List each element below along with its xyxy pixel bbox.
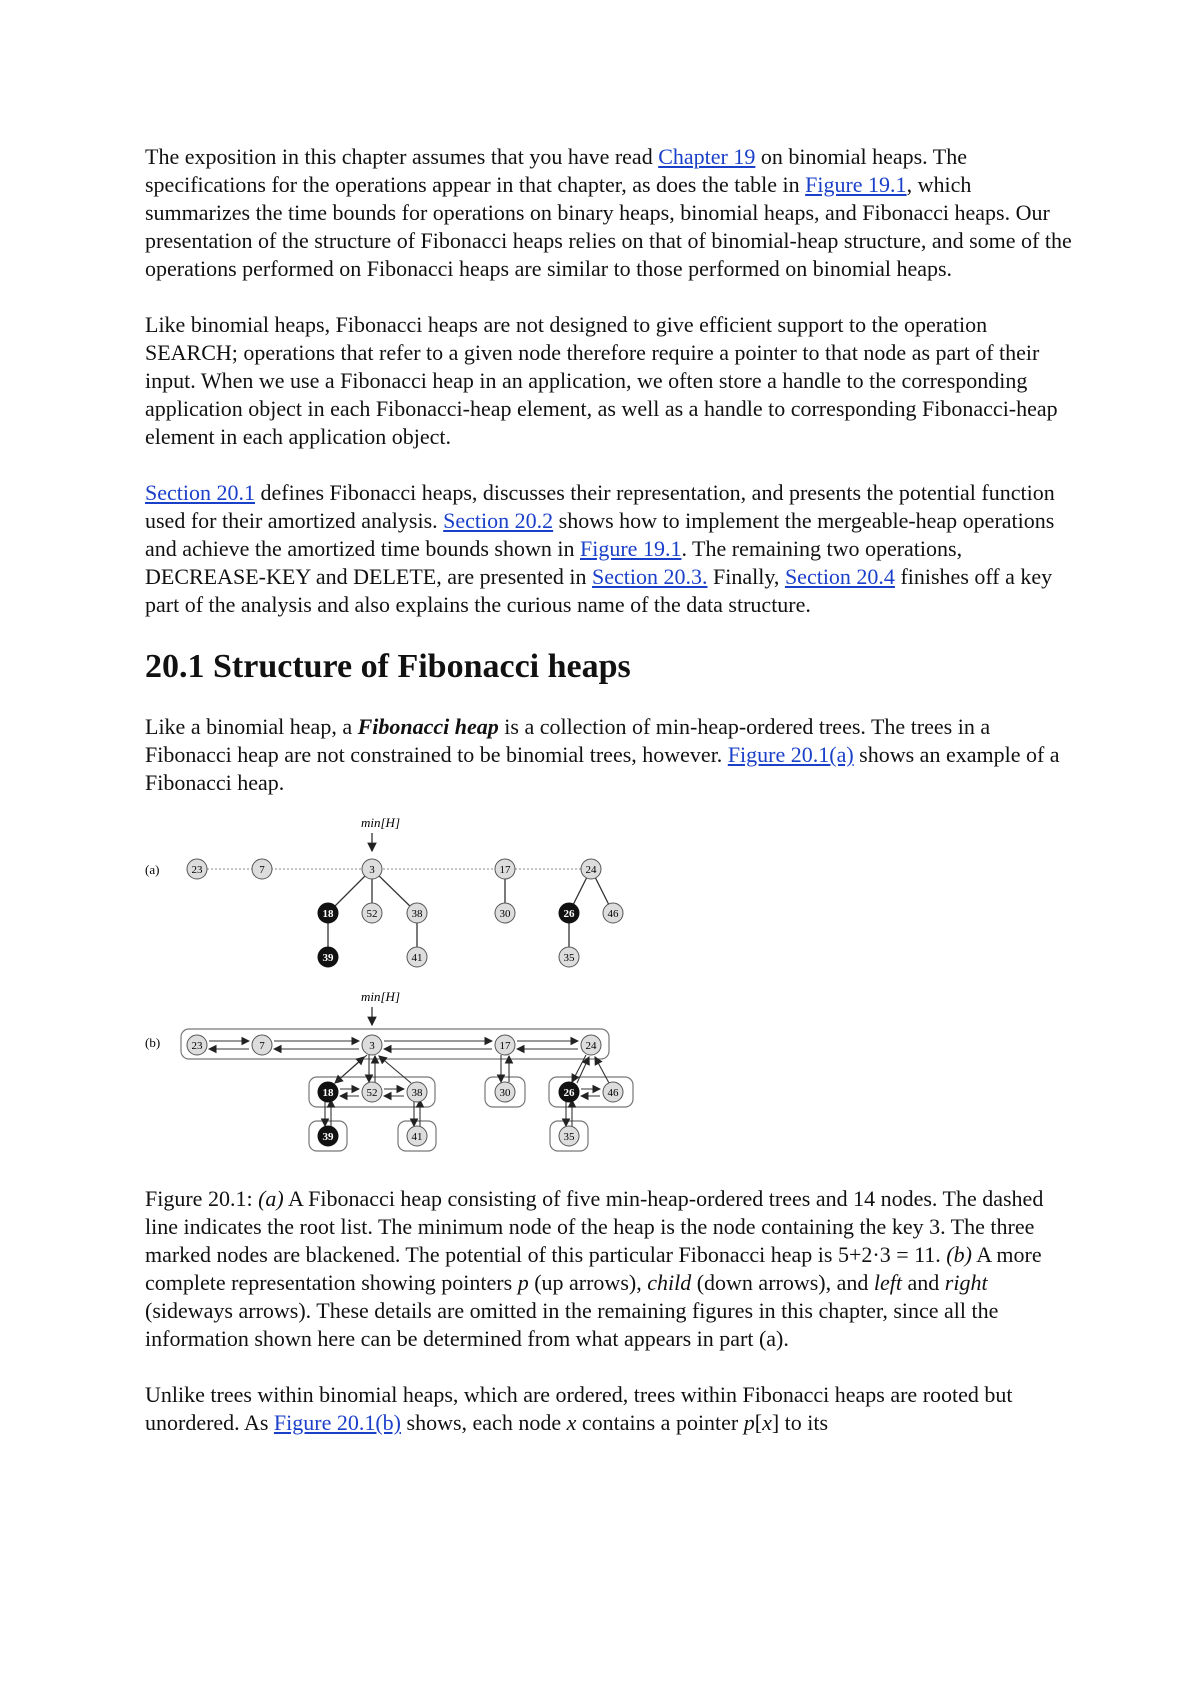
svg-text:30: 30 (499, 1087, 511, 1099)
text: left (873, 1270, 902, 1295)
text: Figure 20.1: (145, 1186, 259, 1211)
paragraph-unordered (145, 1381, 1075, 1437)
svg-text:46: 46 (607, 908, 619, 920)
text: (sideways arrows). These details are omitted in the remaining figures in this chapter, since all the information shown here can be determined from what appears in part (a). (145, 1298, 999, 1351)
node-18-a-marked (318, 903, 338, 923)
svg-text:7: 7 (259, 864, 265, 876)
node-7-a (252, 859, 272, 879)
text: Unlike trees within binomial heaps, which are ordered, trees within Fibonacci heaps are rooted but unordered. As (145, 1382, 1013, 1435)
svg-text:18: 18 (322, 908, 334, 920)
text: p (517, 1270, 529, 1295)
link-figure-19-1[interactable]: Figure 19.1 (805, 172, 907, 197)
section-heading: 20.1 Structure of Fibonacci heaps (145, 648, 631, 685)
svg-text:26: 26 (563, 1087, 575, 1099)
paragraph-intro (145, 143, 1075, 283)
svg-text:38: 38 (411, 1087, 423, 1099)
text: is a collection of min-heap-ordered trees. The trees in a Fibonacci heap are not constrained to be binomial trees, however. (145, 714, 991, 767)
svg-text:46: 46 (607, 1087, 619, 1099)
text: on binomial heaps. The specifications for the operations appear in that chapter, as does the table in (145, 144, 967, 197)
link-figure-19-1-b[interactable]: Figure 19.1 (580, 536, 682, 561)
link-figure-20-1b[interactable]: Figure 20.1(b) (273, 1410, 402, 1435)
text: (up arrows), (528, 1270, 648, 1295)
text: shows, each node (401, 1410, 567, 1435)
min-pointer-label-a: min[H] (361, 815, 401, 830)
node-7-b (252, 1035, 272, 1055)
text: [ (754, 1410, 763, 1435)
node-39-a-marked (318, 947, 338, 967)
text: x (566, 1410, 577, 1435)
node-38-b (407, 1082, 427, 1102)
text: (a) (258, 1186, 284, 1211)
text: defines Fibonacci heaps, discusses their representation, and presents the potential function used for their amortized analysis. (145, 480, 1055, 533)
text: , which summarizes the time bounds for operations on binary heaps, binomial heaps, and Fibonacci heaps. Our presentation of the structure of Fibonacci heaps relies on that of binomial-heap structure, and some of the operations performed on Fibonacci heaps are similar to those performed on binomial heaps. (145, 172, 1072, 281)
node-52-b (362, 1082, 382, 1102)
svg-text:52: 52 (366, 1087, 378, 1099)
svg-text:7: 7 (259, 1040, 265, 1052)
node-18-b-marked (318, 1082, 338, 1102)
node-17-b (495, 1035, 515, 1055)
text: Like a binomial heap, a (145, 714, 358, 739)
node-3-b (362, 1035, 382, 1055)
fibonacci-heap-diagram (145, 807, 1075, 1185)
part-a-label: (a) (145, 862, 160, 877)
part-b-label: (b) (145, 1035, 161, 1050)
text: . The remaining two operations, DECREASE-KEY and DELETE, are presented in (145, 536, 963, 589)
text: and (902, 1270, 945, 1295)
svg-text:18: 18 (322, 1087, 334, 1099)
svg-text:41: 41 (411, 952, 423, 964)
text: (down arrows), and (691, 1270, 874, 1295)
document-page (145, 143, 1075, 1465)
text: shows an example of a Fibonacci heap. (145, 742, 1060, 795)
node-17-a (495, 859, 515, 879)
node-26-a-marked (559, 903, 579, 923)
svg-text:17: 17 (499, 1040, 511, 1052)
svg-text:35: 35 (563, 1131, 575, 1143)
min-pointer-label-b: min[H] (361, 989, 401, 1004)
node-39-b-marked (318, 1126, 338, 1146)
text: p (743, 1410, 755, 1435)
svg-text:24: 24 (585, 864, 597, 876)
text: (b) (946, 1242, 972, 1267)
svg-text:30: 30 (499, 908, 511, 920)
node-26-b-marked (559, 1082, 579, 1102)
text: child (647, 1270, 692, 1295)
node-30-b (495, 1082, 515, 1102)
svg-text:17: 17 (499, 864, 511, 876)
node-24-b (581, 1035, 601, 1055)
svg-text:3: 3 (369, 1040, 375, 1052)
text: A more complete representation showing pointers (145, 1242, 1042, 1295)
node-46-b (603, 1082, 623, 1102)
link-section-20-4[interactable]: Section 20.4 (784, 564, 895, 589)
node-46-a (603, 903, 623, 923)
paragraph-definition (145, 713, 1075, 797)
node-24-a (581, 859, 601, 879)
text: shows how to implement the mergeable-heap operations and achieve the amortized time bounds shown in (145, 508, 1055, 561)
text: ] to its (771, 1410, 829, 1435)
node-3-a (362, 859, 382, 879)
svg-text:26: 26 (563, 908, 575, 920)
svg-text:3: 3 (369, 864, 375, 876)
svg-text:38: 38 (411, 908, 423, 920)
node-41-b (407, 1126, 427, 1146)
defined-term: Fibonacci heap (357, 714, 499, 739)
svg-text:52: 52 (366, 908, 378, 920)
text: x (762, 1410, 772, 1435)
node-41-a (407, 947, 427, 967)
figure-caption (145, 1185, 1075, 1353)
svg-text:39: 39 (322, 1131, 334, 1143)
text: finishes off a key part of the analysis and also explains the curious name of the data structure. (145, 564, 1053, 617)
svg-text:39: 39 (322, 952, 334, 964)
link-chapter-19[interactable]: Chapter 19 (658, 144, 756, 169)
svg-text:24: 24 (585, 1040, 597, 1052)
node-23-b (187, 1035, 207, 1055)
link-figure-20-1a[interactable]: Figure 20.1(a) (727, 742, 854, 767)
text: A Fibonacci heap consisting of five min-heap-ordered trees and 14 nodes. The dashed line indicates the root list. The minimum node of the heap is the node containing the key 3. The three marked nodes are blackened. The potential of this particular Fibonacci heap is 5+2·3 = 11. (145, 1186, 1044, 1267)
node-23-a (187, 859, 207, 879)
node-35-a (559, 947, 579, 967)
node-38-a (407, 903, 427, 923)
paragraph-sections (145, 479, 1075, 619)
node-52-a (362, 903, 382, 923)
paragraph-search: Like binomial heaps, Fibonacci heaps are not designed to give efficient support to the operation SEARCH; operations that refer to a given node therefore require a pointer to that node as part of their input. When we use a Fibonacci heap in an application, we often store a handle to the corresponding application object in each Fibonacci-heap element, as well as a handle to corresponding Fibonacci-heap element in each application object. (145, 312, 1058, 449)
figure-20-1 (145, 807, 1075, 1185)
link-section-20-2[interactable]: Section 20.2 (443, 508, 554, 533)
node-35-b (559, 1126, 579, 1146)
svg-text:23: 23 (191, 864, 203, 876)
link-section-20-1[interactable]: Section 20.1 (145, 480, 255, 505)
svg-text:35: 35 (563, 952, 575, 964)
node-30-a (495, 903, 515, 923)
text: The exposition in this chapter assumes that you have read (145, 144, 659, 169)
link-section-20-3[interactable]: Section 20.3. (592, 564, 708, 589)
svg-text:41: 41 (411, 1131, 423, 1143)
text: right (944, 1270, 988, 1295)
text: contains a pointer (576, 1410, 744, 1435)
text: Finally, (707, 564, 785, 589)
svg-text:23: 23 (191, 1040, 203, 1052)
